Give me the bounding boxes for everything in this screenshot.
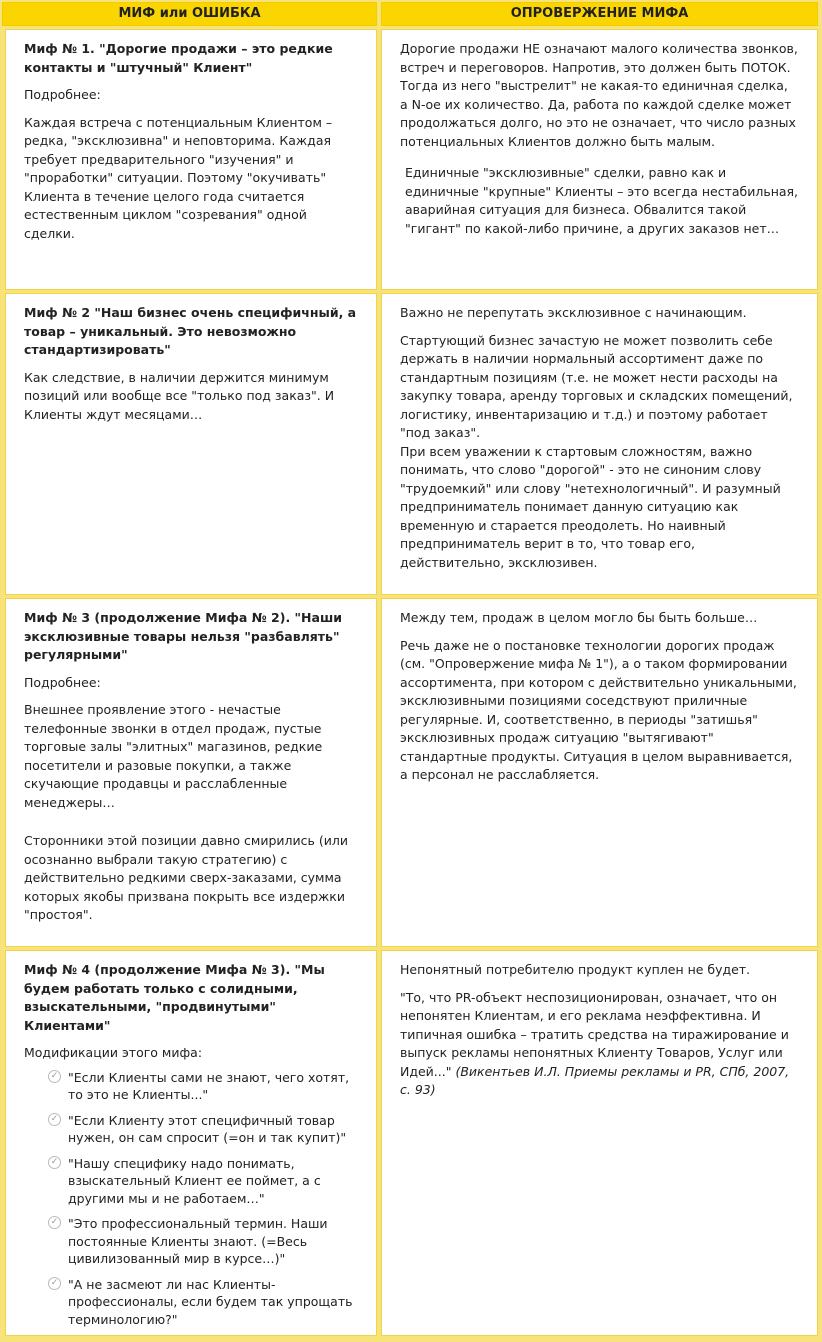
check-circle-icon: ✓ [48, 1277, 61, 1290]
rebuttal-cell-2 [381, 293, 818, 595]
quote-text: "То, что PR-объект неспозиционирован, означает, что он непонятен Клиентам, и его реклама неэффективна. И типичная ошибка – тратить средства на тиражирование и выпуск рекламы непонятных Клиенту Товаров, Услуг или Идей..." [400, 989, 789, 1079]
rebuttal-paragraph: Непонятный потребителю продукт куплен не будет. [400, 962, 751, 977]
list-item-text: "Нашу специфику надо понимать, взыскательный Клиент ее поймет, а с другими мы и не работаем…" [68, 1155, 321, 1206]
check-circle-icon: ✓ [48, 1070, 61, 1083]
list-item-text: "Если Клиенту этот специфичный товар нужен, он сам спросит (=он и так купит)" [68, 1112, 347, 1145]
rebuttal-paragraph: Между тем, продаж в целом могло бы быть больше… [400, 610, 758, 625]
myth-text: Как следствие, в наличии держится минимум позиций или вообще все "только под заказ". И Клиенты ждут месяцами… [24, 369, 335, 422]
list-item-text: "Если Клиенты сами не знают, чего хотят, то это не Клиенты..." [68, 1069, 350, 1102]
header-rebuttal: ОПРОВЕРЖЕНИЕ МИФА [381, 2, 818, 26]
myth-title: Миф № 1. "Дорогие продажи – это редкие контакты и "штучный" Клиент" [24, 41, 333, 75]
myth-text: Внешнее проявление этого - нечастые телефонные звонки в отдел продаж, пустые торговые залы "элитных" магазинов, редкие посетители и разовые покупки, а также скучающие продавцы и расслабленные менеджеры… [24, 702, 323, 810]
rebuttal-paragraph: Стартующий бизнес зачастую не может позволить себе держать в наличии нормальный ассортимент даже по стандартным позициям (т.е. не может нести расходы на закупку товара, аренду торговых и складских помещений, логистику, инвентаризацию и т.д.) и поэтому работает "под заказ". [400, 332, 793, 440]
rebuttal-paragraph: Речь даже не о постановке технологии дорогих продаж (см. "Опровержение мифа № 1"), а о таком формировании ассортимента, при котором с действительно уникальными, эксклюзивными позициями соседствуют приличные регулярные. И, соответственно, в периоды "затишья" эксклюзивных продаж ситуацию "вытягивают" стандартные продукты. Ситуация в целом выравнивается, а персонал не расслабляется. [400, 637, 797, 782]
header-myth: МИФ или ОШИБКА [2, 2, 377, 26]
myth-more-label: Подробнее: [24, 674, 101, 690]
list-item-text: "А не засмеют ли нас Клиенты-профессионалы, если будем так упрощать терминологию?" [68, 1276, 353, 1327]
myth-intro: Модификации этого мифа: [24, 1045, 203, 1060]
rebuttal-cell-4 [381, 950, 818, 1336]
myth-title: Миф № 4 (продолжение Мифа № 3). "Мы будем работать только с солидными, взыскательными, "продвинутыми" Клиентами" [24, 962, 325, 1033]
myth-title: Миф № 3 (продолжение Мифа № 2). "Наши эксклюзивные товары нельзя "разбавлять" регулярными" [24, 610, 342, 662]
quote-citation: (Викентьев И.Л. Приемы рекламы и PR, СПб, 2007, с. 93) [400, 1063, 790, 1097]
rebuttal-paragraph: Дорогие продажи НЕ означают малого количества звонков, встреч и переговоров. Напротив, это должен быть ПОТОК. Тогда из него "выстрелит" не какая-то единичная сделка, а N-ое их количество. Да, работа по каждой сделке может продолжаться долго, но это не означает, что число разных потенциальных Клиентов должно быть малым. [400, 41, 798, 149]
myth-text: Каждая встреча с потенциальным Клиентом – редка, "эксклюзивна" и неповторима. Каждая требует предварительного "изучения" и "проработки" ситуации. Поэтому "окучивать" Клиента в течение целого года считается естественным циклом "созревания" одной сделки. [24, 114, 333, 241]
list-item [48, 1215, 358, 1268]
list-item [48, 1276, 358, 1329]
rebuttal-cell-1 [381, 29, 818, 290]
myth-cell-2 [5, 293, 377, 595]
check-circle-icon: ✓ [48, 1156, 61, 1169]
myth-cell-3 [5, 598, 377, 947]
check-circle-icon: ✓ [48, 1113, 61, 1126]
rebuttal-quote [400, 989, 799, 1100]
rebuttal-paragraph: При всем уважении к стартовым сложностям, важно понимать, что слово "дорогой" - это не синоним слову "трудоемкий" или слову "нетехнологичный". И разумный предприниматель понимает данную ситуацию как временную и старается преодолеть. Но наивный предприниматель верит в то, что товар его, действительно, эксклюзивен. [400, 443, 781, 570]
rebuttal-cell-3 [381, 598, 818, 947]
myth-cell-1 [5, 29, 377, 290]
myth-more-label: Подробнее: [24, 87, 101, 102]
list-item [48, 1069, 358, 1104]
list-item-text: "Это профессиональный термин. Наши постоянные Клиенты знают. (=Весь цивилизованный мир в курсе…)" [68, 1216, 328, 1266]
check-circle-icon: ✓ [48, 1216, 61, 1229]
myth-text: Сторонники этой позиции давно смирились (или осознанно выбрали такую стратегию) с действительно редкими сверх-заказами, сумма которых якобы призвана покрыть все издержки "простоя". [24, 833, 348, 922]
rebuttal-paragraph: Единичные "эксклюзивные" сделки, равно как и единичные "крупные" Клиенты – это всегда нестабильная, аварийная ситуация для бизнеса. Обвалится такой "гигант" по какой-либо причине, а других заказов нет… [405, 165, 799, 236]
list-item [48, 1112, 358, 1147]
myth-title: Миф № 2 "Наш бизнес очень специфичный, а товар – уникальный. Это невозможно стандартизировать" [24, 305, 357, 357]
myth-cell-4 [5, 950, 377, 1336]
list-item [48, 1155, 358, 1208]
myth-variants-list [24, 1069, 358, 1329]
rebuttal-paragraph: Важно не перепутать эксклюзивное с начинающим. [400, 305, 747, 320]
